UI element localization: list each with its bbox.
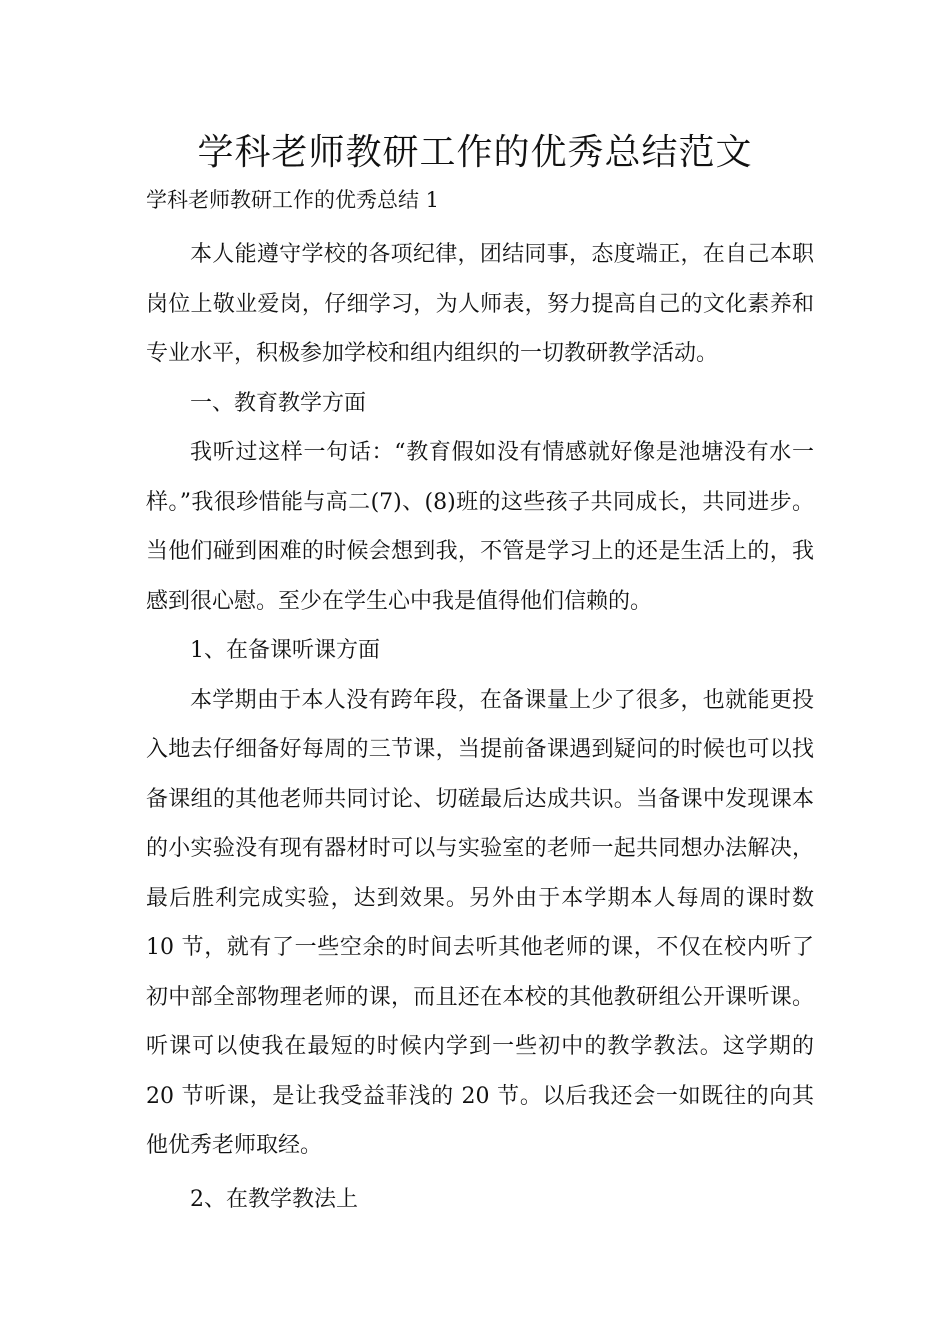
heading-education-teaching: 一、教育教学方面 [190,390,367,416]
heading-teaching-methods: 2、在教学教法上 [190,1186,358,1212]
paragraph-lesson-prep: 本学期由于本人没有跨年段，在备课量上少了很多，也就能更投入地去仔细备好每周的三节课，当提前备课遇到疑问的时候也可以找备课组的其他老师共同讨论、切磋最后达成共识。当备课中发现课本的小实验没有现有器材时可以与实验室的老师一起共同想办法解决，最后胜利完成实验，达到效果。另外由于本学期本人每周的课时数 10 节，就有了一些空余的时间去听其他老师的课，不仅在校内听了初中部全部物理老师的课，而且还在本校的其他教研组公开课听课。听课可以使我在最短的时候内学到一些初中的教学教法。这学期的 20 节听课，是让我受益菲浅的 20 节。以后我还会一如既往的向其他优秀老师取经。 [146,687,814,1158]
document-body [146,230,814,1224]
section-subtitle: 学科老师教研工作的优秀总结 1 [146,188,440,212]
paragraph-education-quote: 我听过这样一句话：“教育假如没有情感就好像是池塘没有水一样。”我很珍惜能与高二(7)、(8)班的这些孩子共同成长，共同进步。当他们碰到困难的时候会想到我，不管是学习上的还是生活上的，我感到很心慰。至少在学生心中我是值得他们信赖的。 [146,440,814,614]
document-title: 学科老师教研工作的优秀总结范文 [197,132,753,173]
paragraph-intro: 本人能遵守学校的各项纪律，团结同事，态度端正，在自己本职岗位上敬业爱岗，仔细学习，为人师表，努力提高自己的文化素养和专业水平，积极参加学校和组内组织的一切教研教学活动。 [146,242,814,366]
heading-lesson-prep: 1、在备课听课方面 [190,638,380,663]
